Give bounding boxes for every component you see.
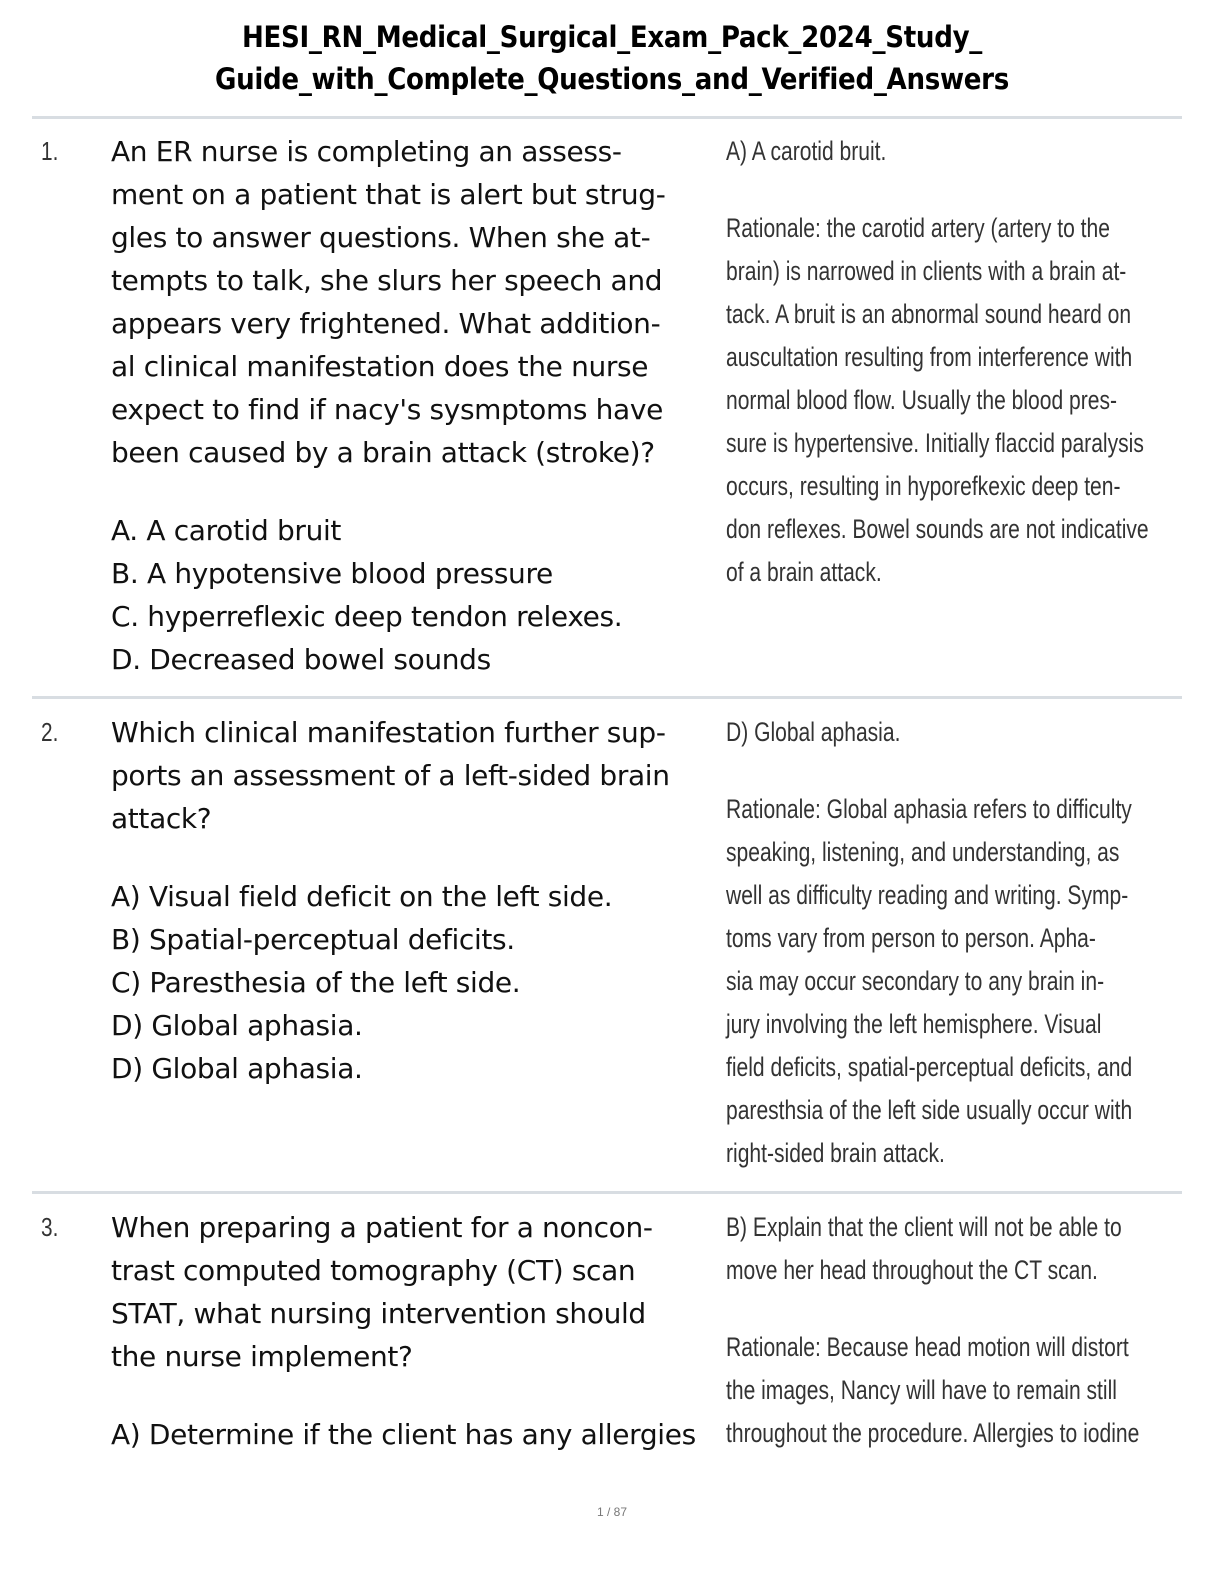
rationale-line: well as difficulty reading and writing. Symp-	[726, 880, 1129, 910]
rationale-line: of a brain attack.	[726, 557, 882, 587]
question-text-line: expect to find if nacy's sysmptoms have	[111, 393, 663, 426]
question-text-line: appears very frightened. What addition-	[111, 307, 661, 340]
correct-answer: A) A carotid bruit.	[726, 136, 887, 166]
answer-option: D) Global aphasia.	[111, 1052, 363, 1085]
answer-option: D. Decreased bowel sounds	[111, 643, 491, 676]
question-text-line: the nurse implement?	[111, 1340, 413, 1373]
question-number: 2.	[41, 717, 59, 747]
document-title-line-2: Guide_with_Complete_Questions_and_Verified_Answers	[215, 62, 1009, 96]
question-text-line: gles to answer questions. When she at-	[111, 221, 651, 254]
rationale-line: brain) is narrowed in clients with a brain at-	[726, 256, 1127, 286]
rationale-line: sure is hypertensive. Initially flaccid paralysis	[726, 428, 1144, 458]
section-divider	[32, 116, 1182, 119]
rationale-line: tack. A bruit is an abnormal sound heard on	[726, 299, 1132, 329]
answer-option: A. A carotid bruit	[111, 514, 342, 547]
answer-column	[726, 711, 1166, 1175]
question-number: 3.	[41, 1212, 59, 1242]
rationale-line: sia may occur secondary to any brain in-	[726, 966, 1105, 996]
correct-answer: move her head throughout the CT scan.	[726, 1255, 1098, 1285]
rationale-line: Rationale: the carotid artery (artery to the	[726, 213, 1110, 243]
question-text-line: When preparing a patient for a noncon-	[111, 1211, 653, 1244]
question-text-line: attack?	[111, 802, 212, 835]
question-text-line: ment on a patient that is alert but strug-	[111, 178, 666, 211]
correct-answer: D) Global aphasia.	[726, 717, 901, 747]
rationale-line: paresthsia of the left side usually occur with	[726, 1095, 1133, 1125]
answer-column	[726, 130, 1166, 594]
correct-answer: B) Explain that the client will not be able to	[726, 1212, 1122, 1242]
rationale-line: speaking, listening, and understanding, as	[726, 837, 1120, 867]
answer-option: B) Spatial-perceptual deficits.	[111, 923, 515, 956]
section-divider	[32, 696, 1182, 699]
rationale-line: Rationale: Because head motion will distort	[726, 1332, 1129, 1362]
question-text-line: al clinical manifestation does the nurse	[111, 350, 649, 383]
rationale-line: throughout the procedure. Allergies to iodine	[726, 1418, 1140, 1448]
rationale-line: jury involving the left hemisphere. Visual	[726, 1009, 1102, 1039]
question-text-line: ports an assessment of a left-sided brain	[111, 759, 670, 792]
answer-option: C) Paresthesia of the left side.	[111, 966, 521, 999]
question-text-line: trast computed tomography (CT) scan	[111, 1254, 636, 1287]
question-text-line: STAT, what nursing intervention should	[111, 1297, 646, 1330]
answer-option: A) Visual field deficit on the left side.	[111, 880, 613, 913]
document-title-line-1: HESI_RN_Medical_Surgical_Exam_Pack_2024_Study_	[241, 20, 983, 54]
question-body	[111, 130, 715, 681]
rationale-line: right-sided brain attack.	[726, 1138, 945, 1168]
rationale-line: field deficits, spatial-perceptual deficits, and	[726, 1052, 1133, 1082]
question-text-line: tempts to talk, she slurs her speech and	[111, 264, 663, 297]
rationale-line: Rationale: Global aphasia refers to difficulty	[726, 794, 1132, 824]
question-text-line: An ER nurse is completing an assess-	[111, 135, 622, 168]
rationale-line: auscultation resulting from interference with	[726, 342, 1133, 372]
answer-column	[726, 1206, 1166, 1455]
rationale-line: normal blood flow. Usually the blood pres-	[726, 385, 1117, 415]
rationale-line: don reflexes. Bowel sounds are not indicative	[726, 514, 1149, 544]
document-title	[0, 16, 1224, 100]
rationale-line: toms vary from person to person. Apha-	[726, 923, 1096, 953]
rationale-line: the images, Nancy will have to remain still	[726, 1375, 1117, 1405]
rationale-line: occurs, resulting in hyporefkexic deep ten-	[726, 471, 1121, 501]
page-indicator: 1 / 87	[596, 1505, 628, 1519]
question-text-line: Which clinical manifestation further sup-	[111, 716, 666, 749]
answer-option: A) Determine if the client has any allergies	[111, 1418, 696, 1451]
answer-option: B. A hypotensive blood pressure	[111, 557, 553, 590]
question-text-line: been caused by a brain attack (stroke)?	[111, 436, 655, 469]
answer-option: C. hyperreflexic deep tendon relexes.	[111, 600, 623, 633]
question-body	[111, 711, 715, 1090]
section-divider	[32, 1191, 1182, 1194]
answer-option: D) Global aphasia.	[111, 1009, 363, 1042]
question-body	[111, 1206, 715, 1456]
question-number: 1.	[41, 136, 59, 166]
